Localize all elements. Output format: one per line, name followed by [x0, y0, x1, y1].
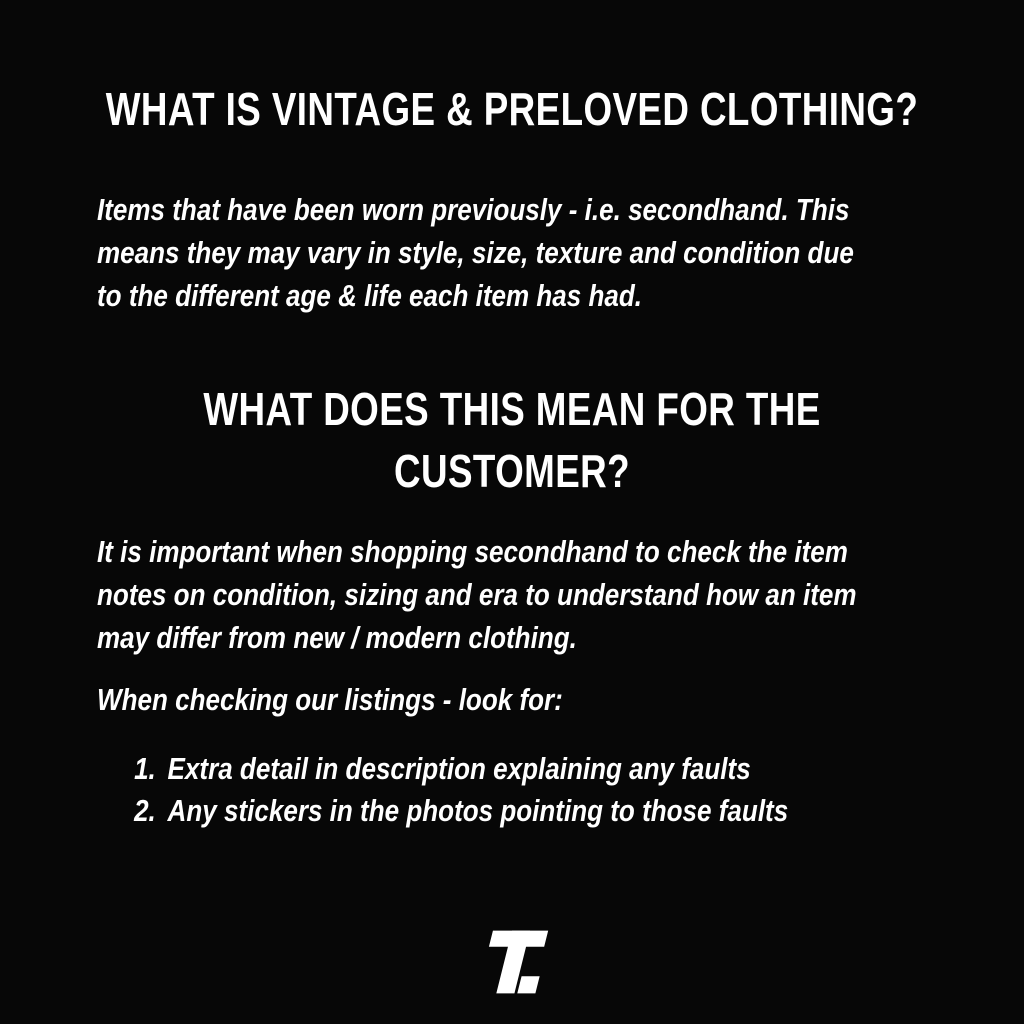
body-line: notes on condition, sizing and era to understand how an item	[97, 577, 857, 612]
heading-line: CUSTOMER?	[394, 445, 630, 497]
customer-section-heading	[102, 378, 921, 502]
brand-logo-t-icon	[472, 929, 554, 997]
list-item	[97, 790, 788, 832]
checklist	[97, 748, 788, 832]
page-title: WHAT IS VINTAGE & PRELOVED CLOTHING?	[105, 83, 919, 135]
list-item-number: 1.	[134, 751, 156, 786]
body-line: It is important when shopping secondhand to check the item	[97, 534, 848, 569]
list-item-number: 2.	[134, 793, 156, 828]
intro-line: to the different age & life each item has had.	[97, 278, 643, 313]
list-item-text: Extra detail in description explaining any faults	[167, 751, 751, 786]
intro-line: means they may vary in style, size, texture and condition due	[97, 235, 854, 270]
list-item	[97, 748, 788, 790]
heading-line: WHAT DOES THIS MEAN FOR THE	[203, 383, 821, 435]
list-item-text: Any stickers in the photos pointing to those faults	[167, 793, 789, 828]
customer-section-paragraph	[97, 530, 857, 659]
intro-paragraph	[97, 188, 854, 317]
list-intro-text: When checking our listings - look for:	[97, 682, 563, 717]
body-line: may differ from new / modern clothing.	[97, 620, 577, 655]
intro-line: Items that have been worn previously - i.e. secondhand. This	[97, 192, 850, 227]
